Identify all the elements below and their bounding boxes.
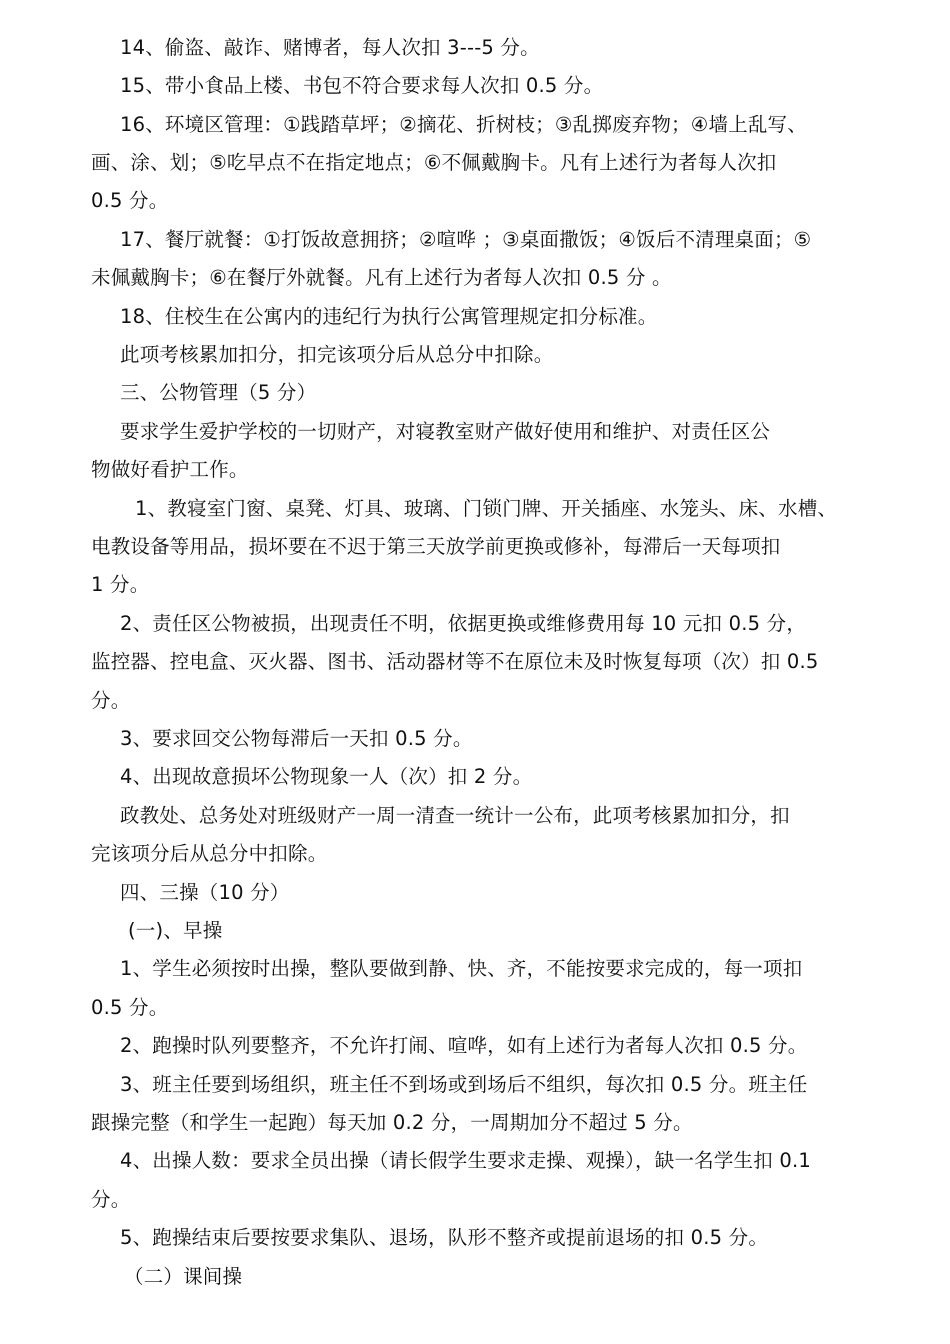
text-line: 跟操完整（和学生一起跑）每天加 0.2 分，一周期加分不超过 5 分。 [91, 1111, 693, 1134]
text-line: 14、偷盗、敲诈、赌博者，每人次扣 3---5 分。 [120, 36, 540, 59]
text-line: 4、出现故意损坏公物现象一人（次）扣 2 分。 [120, 765, 533, 788]
text-line: 要求学生爱护学校的一切财产，对寝教室财产做好使用和维护、对责任区公 [120, 420, 771, 443]
text-line: 0.5 分。 [91, 189, 169, 212]
text-line: 政教处、总务处对班级财产一周一清查一统计一公布，此项考核累加扣分，扣 [120, 804, 790, 827]
text-line: 1、学生必须按时出操，整队要做到静、快、齐，不能按要求完成的，每一项扣 [120, 957, 803, 980]
section-heading: 三、公物管理（5 分） [120, 381, 317, 404]
subsection-heading: （二）课间操 [124, 1265, 243, 1288]
text-line: 1、教寝室门窗、桌凳、灯具、玻璃、门锁门牌、开关插座、水笼头、床、水槽、 [135, 497, 838, 520]
text-line: 1 分。 [91, 573, 150, 596]
text-line: 2、责任区公物被损，出现责任不明，依据更换或维修费用每 10 元扣 0.5 分， [120, 612, 807, 635]
text-line: 此项考核累加扣分，扣完该项分后从总分中扣除。 [120, 343, 554, 366]
text-line: 物做好看护工作。 [91, 458, 249, 481]
text-line: 15、带小食品上楼、书包不符合要求每人次扣 0.5 分。 [120, 74, 604, 97]
text-line: 17、餐厅就餐：①打饭故意拥挤；②喧哗 ；③桌面撒饭；④饭后不清理桌面；⑤ [120, 228, 812, 251]
section-heading: 四、三操（10 分） [120, 881, 290, 904]
text-line: 完该项分后从总分中扣除。 [91, 842, 328, 865]
text-line: 分。 [91, 689, 131, 712]
text-line: 分。 [91, 1188, 131, 1211]
text-line: 2、跑操时队列要整齐，不允许打闹、喧哗，如有上述行为者每人次扣 0.5 分。 [120, 1034, 808, 1057]
text-line: 4、出操人数：要求全员出操（请长假学生要求走操、观操），缺一名学生扣 0.1 [120, 1149, 811, 1172]
text-line: 0.5 分。 [91, 996, 169, 1019]
text-line: 电教设备等用品，损坏要在不迟于第三天放学前更换或修补，每滞后一天每项扣 [91, 535, 781, 558]
text-line: 5、跑操结束后要按要求集队、退场，队形不整齐或提前退场的扣 0.5 分。 [120, 1226, 769, 1249]
subsection-heading: (一)、早操 [128, 919, 223, 942]
text-line: 18、住校生在公寓内的违纪行为执行公寓管理规定扣分标准。 [120, 305, 658, 328]
text-line: 3、班主任要到场组织，班主任不到场或到场后不组织，每次扣 0.5 分。班主任 [120, 1073, 808, 1096]
text-line: 画、涂、划；⑤吃早点不在指定地点；⑥不佩戴胸卡。凡有上述行为者每人次扣 [91, 151, 777, 174]
text-line: 未佩戴胸卡；⑥在餐厅外就餐。凡有上述行为者每人次扣 0.5 分 。 [91, 266, 672, 289]
text-line: 16、环境区管理：①践踏草坪；②摘花、折树枝；③乱掷废弃物；④墙上乱写、 [120, 113, 807, 136]
text-line: 3、要求回交公物每滞后一天扣 0.5 分。 [120, 727, 473, 750]
text-line: 监控器、控电盒、灭火器、图书、活动器材等不在原位未及时恢复每项（次）扣 0.5 [91, 650, 819, 673]
